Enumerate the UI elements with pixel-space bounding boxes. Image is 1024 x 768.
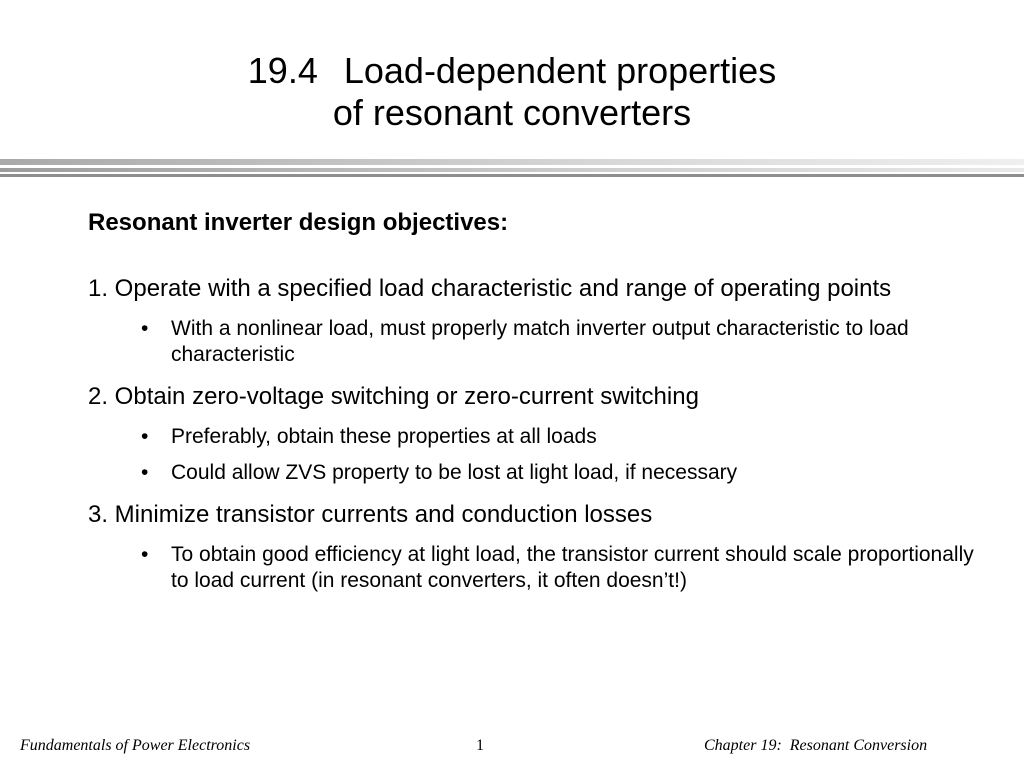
objective-1: 1. Operate with a specified load characteristic and range of operating points xyxy=(88,275,892,302)
footer-page-number: 1 xyxy=(476,737,484,754)
objective-2: 2. Obtain zero-voltage switching or zero-current switching xyxy=(88,383,699,410)
bullet-icon: • xyxy=(141,461,149,484)
footer-chapter: Chapter 19: Resonant Conversion xyxy=(704,737,928,754)
title-divider-middle xyxy=(0,168,1024,172)
bullet-text: Could allow ZVS property to be lost at light load, if necessary xyxy=(171,461,738,484)
bullet-icon: • xyxy=(141,425,149,448)
objective-2-bullet-2 xyxy=(88,460,978,486)
objective-3-bullet-1 xyxy=(88,542,978,594)
title-divider-top xyxy=(0,159,1024,165)
title-text-1: Load-dependent properties xyxy=(343,50,777,91)
bullet-icon: • xyxy=(141,317,149,340)
section-heading: Resonant inverter design objectives: xyxy=(88,209,509,236)
title-line-2: of resonant converters xyxy=(332,92,692,133)
title-line-1 xyxy=(0,50,1024,92)
objective-1-bullet-1 xyxy=(88,316,978,368)
slide-body xyxy=(88,208,978,604)
title-divider-bottom xyxy=(0,174,1024,177)
footer-book-title: Fundamentals of Power Electronics xyxy=(20,737,251,754)
bullet-text: To obtain good efficiency at light load, the transistor current should scale proportionally to load current (in resonant converters, it often doesn’t!) xyxy=(171,543,974,592)
slide-title xyxy=(0,50,1024,134)
objective-3: 3. Minimize transistor currents and conduction losses xyxy=(88,501,653,528)
objective-2-bullet-1 xyxy=(88,424,978,450)
bullet-icon: • xyxy=(141,543,149,566)
bullet-text: With a nonlinear load, must properly match inverter output characteristic to load characteristic xyxy=(171,317,909,366)
title-section-number: 19.4 xyxy=(247,50,318,91)
bullet-text: Preferably, obtain these properties at all loads xyxy=(171,425,597,448)
